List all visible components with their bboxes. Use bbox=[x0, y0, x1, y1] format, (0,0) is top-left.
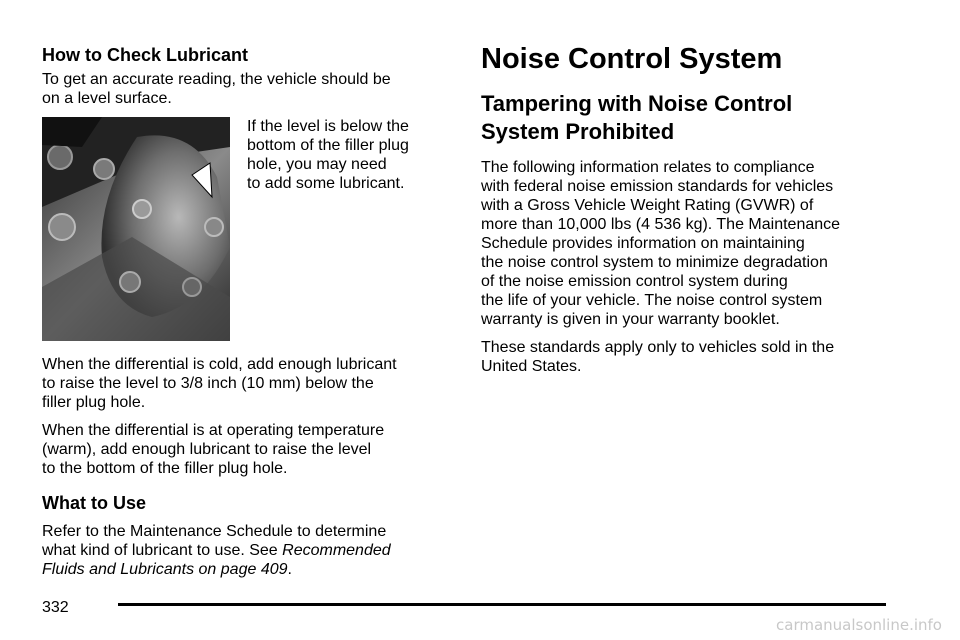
differential-filler-plug-photo bbox=[42, 117, 230, 341]
intro-paragraph: To get an accurate reading, the vehicle should be on a level surface. bbox=[42, 71, 391, 107]
figure-row bbox=[42, 117, 442, 345]
what-to-use-heading: What to Use bbox=[42, 493, 147, 513]
section-subtitle: Tampering with Noise Control System Prohibited bbox=[481, 91, 793, 144]
cold-differential-paragraph: When the differential is cold, add enough lubricant to raise the level to 3/8 inch (10 mm) below the filler plug hole. bbox=[42, 356, 397, 411]
what-to-use-paragraph: Refer to the Maintenance Schedule to determine what kind of lubricant to use. See Recommended Fluids and Lubricants on page 409. bbox=[42, 523, 391, 578]
recommended-fluids-link[interactable]: Recommended bbox=[282, 542, 391, 559]
compliance-paragraph: The following information relates to compliance with federal noise emission standards for vehicles with a Gross Vehicle Weight Rating (GVWR) of more than 10,000 lbs (4 536 kg). The Maintenance Schedule provides information on maintaining the noise control system to minimize degradation of the noise emission control system during the life of your vehicle. The noise control system warranty is given in your warranty booklet. bbox=[481, 159, 841, 328]
warm-differential-paragraph: When the differential is at operating temperature (warm), add enough lubricant to raise the level to the bottom of the filler plug hole. bbox=[42, 422, 385, 477]
recommended-fluids-link-cont[interactable]: Fluids and Lubricants on page 409 bbox=[42, 561, 288, 578]
right-column bbox=[481, 42, 901, 385]
left-column bbox=[42, 44, 442, 588]
standards-paragraph: These standards apply only to vehicles sold in the United States. bbox=[481, 339, 835, 375]
low-level-note: If the level is below the bottom of the filler plug hole, you may need to add some lubricant. bbox=[247, 118, 409, 192]
check-lubricant-heading: How to Check Lubricant bbox=[42, 45, 249, 65]
watermark: carmanualsonline.info bbox=[776, 616, 942, 634]
section-title: Noise Control System bbox=[481, 43, 783, 75]
page-number: 332 bbox=[42, 599, 69, 616]
footer-rule bbox=[118, 603, 886, 606]
